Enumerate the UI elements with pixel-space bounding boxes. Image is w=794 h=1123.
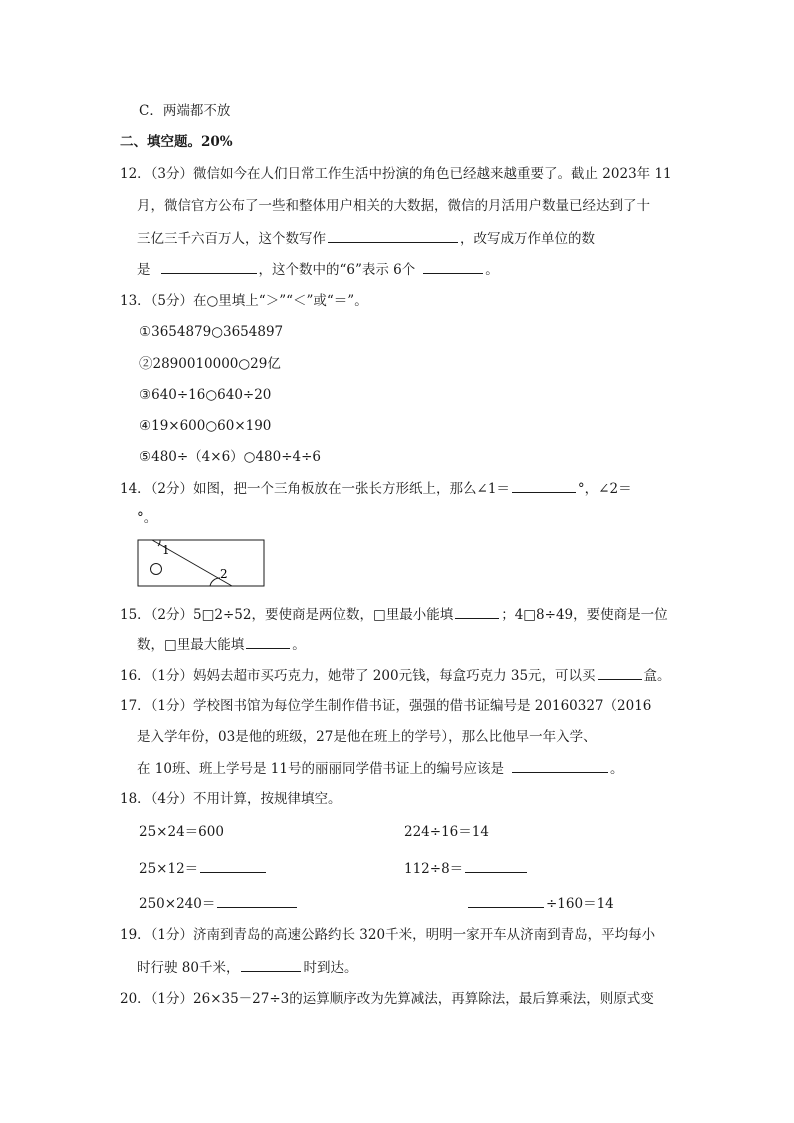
q18-row2-right-text: 112÷8＝ [404,861,464,877]
q15-blank-min[interactable] [455,604,499,619]
q12-blank-wan[interactable] [161,259,257,274]
triangle-hole [151,564,162,575]
q19-line1: 19．（1分）济南到青岛的高速公路约长 320千米，明明一家开车从济南到青岛，平均每小 [120,927,656,943]
q15-blank-max[interactable] [246,634,290,649]
q12-line4-text-b: ，这个数中的“6”表示 6个 [258,262,416,278]
q15-line2 [137,634,306,655]
q17-line2: 是入学年份，03是他的班级，27是他在班上的学号），那么比他早一年入学、 [137,729,597,745]
q18-row3-right [466,893,614,914]
q18-row3-left-text: 250×240＝ [139,896,216,912]
q18-blank-r3-right[interactable] [468,893,544,908]
q12-line3 [137,228,595,249]
section-two-heading: 二、填空题。20% [120,134,233,150]
q18-row3-right-text: ÷160＝14 [546,896,614,912]
q12-line4 [137,259,499,280]
q19-line2-text-b: 时到达。 [303,960,358,976]
q19-line2 [137,957,357,978]
q16-blank-boxes[interactable] [598,665,642,680]
q14-line1-text-b: °，∠2＝ [577,481,632,497]
angle2-arc [210,578,220,586]
q17-line1: 17．（1分）学校图书馆为每位学生制作借书证，强强的借书证编号是 20160327（2016 [120,698,652,714]
q12-line4-text-a: 是 [137,262,151,278]
q14-blank-angle1[interactable] [512,478,576,493]
q16-text-a: 16．（1分）妈妈去超市买巧克力，她带了 200元钱，每盒巧克力 35元，可以买 [120,668,596,684]
q18-blank-r3-left[interactable] [217,893,297,908]
q16-text-b: 盒。 [643,668,671,684]
q15-line1 [120,604,668,625]
q13-item-5: ⑤480÷（4×6）○480÷4÷6 [139,449,322,465]
q14-line2: °。 [137,510,158,526]
q16-line [120,665,671,686]
q12-blank-written[interactable] [328,228,458,243]
q17-line3-text-b: 。 [609,761,624,777]
q13-stem: 13．（5分）在○里填上“＞”“＜”或“＝”。 [120,293,368,309]
q17-line3 [137,758,623,779]
rectangle-paper [138,540,264,586]
q18-blank-r2-left[interactable] [200,858,266,873]
q18-row2-left [139,858,268,879]
q12-line4-text-c: 。 [485,262,499,278]
q15-line1-text-a: 15．（2分）5□2÷52，要使商是两位数，□里最小能填 [120,607,454,623]
q18-stem: 18．（4分）不用计算，按规律填空。 [120,791,342,807]
angle1-arc [158,540,160,546]
q18-row1-right: 224÷16＝14 [404,824,489,840]
q12-blank-six[interactable] [423,259,483,274]
q13-item-1: ①3654879○3654897 [139,324,284,340]
q12-line3-text-a: 三亿三千六百万人，这个数写作 [137,231,326,247]
q18-row3-left [139,893,299,914]
q18-blank-r2-right[interactable] [465,858,527,873]
q17-blank-number[interactable] [512,758,608,773]
q17-line3-text-a: 在 10班、班上学号是 11号的丽丽同学借书证上的编号应该是 [137,761,504,777]
q13-item-4: ④19×600○60×190 [139,418,272,434]
q15-line2-text-b: 。 [292,637,306,653]
q14-line1-text-a: 14．（2分）如图，把一个三角板放在一张长方形纸上，那么∠1＝ [120,481,510,497]
q12-line1: 12．（3分）微信如今在人们日常工作生活中扮演的角色已经越来越重要了。截止 2023年 11 [120,166,672,182]
q15-line1-text-b: ；4□8÷49，要使商是一位 [501,607,668,623]
angle1-label: 1 [162,543,170,557]
q12-line2: 月，微信官方公布了一些和整体用户相关的大数据，微信的月活用户数量已经达到了十 [137,198,650,214]
q19-line2-text-a: 时行驶 80千米， [137,960,240,976]
prev-option-c: C．两端都不放 [139,103,231,119]
q14-line1 [120,478,632,499]
q15-line2-text-a: 数，□里最大能填 [137,637,245,653]
q13-item-3: ③640÷16○640÷20 [139,387,272,403]
q18-row1-left: 25×24＝600 [139,824,224,840]
q18-row2-right [404,858,529,879]
q19-blank-hours[interactable] [241,957,301,972]
q20-line1: 20．（1分）26×35－27÷3的运算顺序改为先算减法，再算除法，最后算乘法，则原式变 [120,991,654,1007]
angle2-label: 2 [220,567,228,581]
q18-row2-left-text: 25×12＝ [139,861,199,877]
q13-item-2: ②2890010000○29亿 [139,356,281,372]
q12-line3-text-b: ，改写成万作单位的数 [460,231,595,247]
q14-figure [136,538,268,590]
